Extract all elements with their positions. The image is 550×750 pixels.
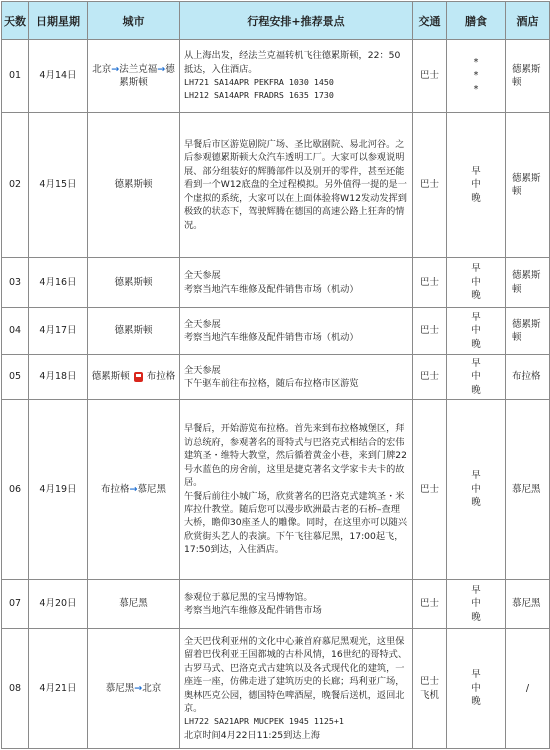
itinerary-text: 全天巴伐利亚州的文化中心兼首府慕尼黑观光，这里保留着巴伐利亚王国都城的古朴风情，16世纪的哥特式、古罗马式、巴洛克式古建筑以及各式现代化的建筑，一座连一座，仿佛走进了建筑历史的长廊；玛利亚广场，奥林匹克公园，德国特色啤酒屋，晚餐后送机，返回北京。 [184,635,408,714]
hotel-cell: 德累斯顿 [506,40,550,113]
date-cell: 4月15日 [29,113,88,258]
day-cell: 03 [2,258,29,308]
flight-line: LH212 SA14APR FRADRS 1635 1730 [184,90,334,101]
meals-cell [447,40,506,113]
itinerary-cell [180,629,413,749]
itinerary-line: 下午驱车前往布拉格，随后布拉格市区游览 [184,378,359,389]
date-cell: 4月19日 [29,400,88,580]
table-row [2,629,550,749]
city-name: 德累斯顿 [119,63,175,88]
flight-line: LH721 SA14APR PEKFRA 1030 1450 [184,77,334,87]
hotel-cell: 德累斯顿 [506,113,550,258]
itinerary-tail: 北京时间4月22日11:25到达上海 [184,729,320,741]
table-row [2,355,550,400]
itinerary-line: 全天参展 [184,270,221,282]
transport-item: 巴士 [419,676,439,688]
date-cell: 4月16日 [29,258,88,308]
meal-item: 中 [471,179,481,191]
meal-item: 晚 [471,384,481,396]
day-cell: 07 [2,580,29,629]
meal-item: 中 [471,682,481,694]
date-cell: 4月17日 [29,308,88,355]
table-row [2,40,550,113]
hotel-cell: 德累斯顿 [506,308,550,355]
transport-item: 飞机 [419,689,439,701]
table-row [2,258,550,308]
hotel-cell: 慕尼黑 [506,580,550,629]
train-icon [134,372,143,382]
header-day: 天数 [2,2,29,40]
meals-cell [447,400,506,580]
meals-cell [447,308,506,355]
city-name: 慕尼黑 [137,483,166,495]
header-transport: 交通 [413,2,447,40]
itinerary-cell [180,400,413,580]
itinerary-table [1,1,550,749]
city-name: 德累斯顿 [91,371,130,383]
meal-item: 早 [471,470,481,482]
city-name: 布拉格 [146,371,176,383]
itinerary-line: 全天参展 [184,364,221,376]
meals-cell [447,355,506,400]
city-cell [88,400,180,580]
table-row [2,400,550,580]
transport-cell: 巴士 [413,355,447,400]
meal-item: * [473,83,479,95]
itinerary-cell [180,580,413,629]
meal-item: 晚 [471,497,481,509]
transport-cell: 巴士 [413,400,447,580]
hotel-cell: 布拉格 [506,355,550,400]
day-cell: 01 [2,40,29,113]
city-name: 北京 [92,63,112,75]
flight-line: LH722 SA21APR MUCPEK 1945 1125+1 [184,716,344,727]
date-cell: 4月20日 [29,580,88,629]
meal-item: 中 [471,483,481,495]
hotel-cell: 德累斯顿 [506,258,550,308]
itinerary-paragraph: 早餐后，开始游览布拉格。首先来到布拉格城堡区，拜访总统府，参观著名的哥特式与巴洛克式相结合的宏伟建筑圣・维特大教堂，然后循着黄金小巷，来到门牌22号水蓝色的房舍前，这里是捷克著名文学家卡夫卡的故居。 [184,423,408,489]
table-row [2,113,550,258]
city-name: 慕尼黑 [105,682,135,694]
city-cell [88,355,180,400]
transport-cell: 巴士 [413,113,447,258]
meal-item: 晚 [471,290,481,302]
itinerary-line: 全天参展 [184,318,221,330]
meals-cell [447,113,506,258]
meal-item: * [473,70,479,82]
itinerary-line: 考察当地汽车维修及配件销售市场 [184,605,322,616]
itinerary-cell [180,40,413,113]
arrow-right-icon: → [157,63,166,75]
meal-item: 中 [471,371,481,383]
itinerary-cell [180,258,413,308]
itinerary-text: 从上海出发，经法兰克福转机飞往德累斯顿，22：50抵达，入住酒店。 [184,50,401,75]
city-cell [88,629,180,749]
header-itinerary: 行程安排+推荐景点 [180,2,413,40]
itinerary-cell: 早餐后市区游览剧院广场、圣比歇剧院、易北河谷。之后参观德累斯顿大众汽车透明工厂。大家可以参观说明展、部分组装好的辉腾部件以及别开的零件，甚至还能看到一个W12底盘的全过程模拟。另外值得一提的是一个虚拟的系统，大家可以在上面体验将W12发动发挥到极致的状态下，驾驶辉腾在德国的高速公路上狂奔的情况。 [180,113,413,258]
itinerary-cell [180,308,413,355]
arrow-right-icon: → [134,682,143,694]
transport-cell: 巴士 [413,258,447,308]
meal-item: 晚 [471,338,481,350]
date-cell: 4月18日 [29,355,88,400]
meal-item: 中 [471,276,481,288]
meal-item: 中 [471,325,481,337]
meal-item: * [473,56,479,68]
meal-item: 晚 [471,611,481,623]
meals-cell [447,629,506,749]
header-meals: 膳食 [447,2,506,40]
transport-cell: 巴士 [413,580,447,629]
city-cell: 德累斯顿 [88,308,180,355]
header-row [2,2,550,40]
hotel-cell: / [506,629,550,749]
itinerary-cell [180,355,413,400]
city-name: 北京 [142,682,162,694]
city-cell [88,40,180,113]
meal-item: 早 [471,584,481,596]
itinerary-line: 考察当地汽车维修及配件销售市场（机动） [184,283,359,295]
itinerary-line: 考察当地汽车维修及配件销售市场（机动） [184,332,359,343]
meal-item: 晚 [471,192,481,204]
arrow-right-icon: → [111,63,120,75]
itinerary-line: 参观位于慕尼黑的宝马博物馆。 [184,591,313,603]
header-hotel: 酒店 [506,2,550,40]
meal-item: 晚 [471,696,481,708]
meals-cell [447,258,506,308]
hotel-cell: 慕尼黑 [506,400,550,580]
city-cell: 慕尼黑 [88,580,180,629]
city-cell: 德累斯顿 [88,258,180,308]
table-row [2,308,550,355]
transport-cell: 巴士 [413,40,447,113]
day-cell: 02 [2,113,29,258]
table-row [2,580,550,629]
itinerary-paragraph: 午餐后前往小城广场，欣赏著名的巴洛克式建筑圣・米库拉什教堂。随后您可以漫步欧洲最古老的石桥–查理大桥，瞻仰30座圣人的雕像。同时，在这里亦可以随兴欣赏街头艺人的表演。下午飞往慕尼黑，17:00起飞，17:50到达，入住酒店。 [184,490,408,556]
transport-cell [413,629,447,749]
meal-item: 早 [471,263,481,275]
city-name: 布拉格 [101,483,130,495]
transport-cell: 巴士 [413,308,447,355]
day-cell: 08 [2,629,29,749]
meal-item: 中 [471,598,481,610]
meal-item: 早 [471,669,481,681]
day-cell: 04 [2,308,29,355]
day-cell: 05 [2,355,29,400]
meal-item: 早 [471,165,481,177]
city-cell: 德累斯顿 [88,113,180,258]
header-city: 城市 [88,2,180,40]
header-date: 日期星期 [29,2,88,40]
meal-item: 早 [471,311,481,323]
date-cell: 4月21日 [29,629,88,749]
meal-item: 早 [471,357,481,369]
date-cell: 4月14日 [29,40,88,113]
meals-cell [447,580,506,629]
day-cell: 06 [2,400,29,580]
city-name: 法兰克福 [119,63,158,75]
arrow-right-icon: → [129,483,138,495]
